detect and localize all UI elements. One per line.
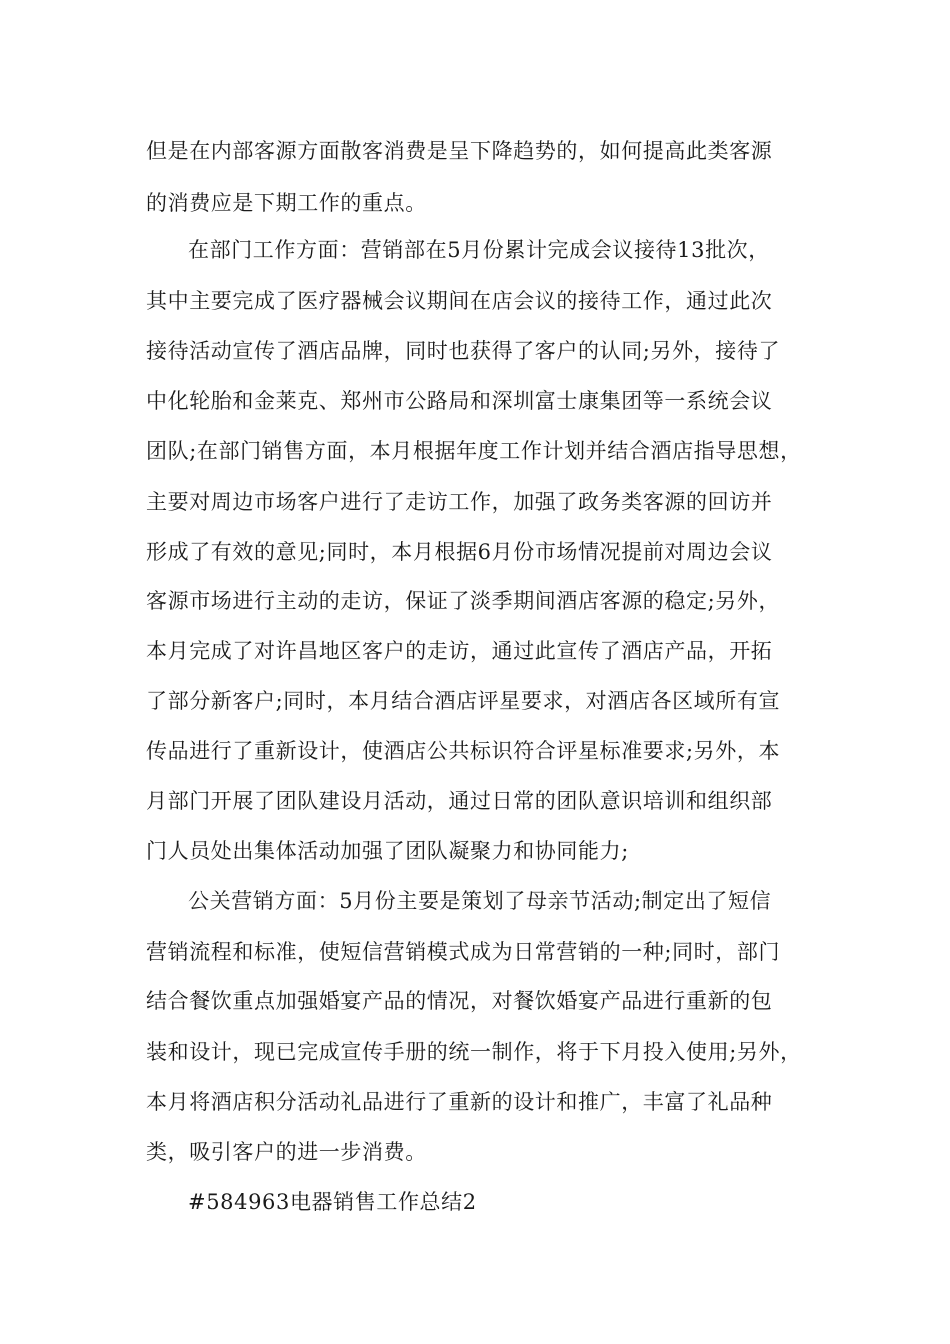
text-line: 传品进行了重新设计，使酒店公共标识符合评星标准要求;另外，本 [146, 739, 781, 763]
section-heading: #584963电器销售工作总结2 [188, 1190, 477, 1214]
paragraph-start-line: 在部门工作方面：营销部在5月份累计完成会议接待13批次， [188, 238, 770, 262]
text-line: 月部门开展了团队建设月活动，通过日常的团队意识培训和组织部 [146, 789, 773, 813]
text-line: 的消费应是下期工作的重点。 [146, 191, 427, 215]
text-line: 主要对周边市场客户进行了走访工作，加强了政务类客源的回访并 [146, 490, 773, 514]
text-line: 中化轮胎和金莱克、郑州市公路局和深圳富士康集团等一系统会议 [146, 389, 773, 413]
text-line: 其中主要完成了医疗器械会议期间在店会议的接待工作，通过此次 [146, 289, 773, 313]
text-line: 装和设计，现已完成宣传手册的统一制作，将于下月投入使用;另外， [146, 1040, 802, 1064]
text-line: 类，吸引客户的进一步消费。 [146, 1140, 427, 1164]
text-line: 本月将酒店积分活动礼品进行了重新的设计和推广，丰富了礼品种 [146, 1090, 773, 1114]
text-line: 了部分新客户;同时，本月结合酒店评星要求，对酒店各区域所有宣 [146, 689, 781, 713]
text-line: 本月完成了对许昌地区客户的走访，通过此宣传了酒店产品，开拓 [146, 639, 773, 663]
paragraph-start-line: 公关营销方面：5月份主要是策划了母亲节活动;制定出了短信 [188, 889, 772, 913]
text-line: 门人员处出集体活动加强了团队凝聚力和协同能力; [146, 839, 629, 863]
text-line: 客源市场进行主动的走访，保证了淡季期间酒店客源的稳定;另外， [146, 589, 781, 613]
text-line: 结合餐饮重点加强婚宴产品的情况，对餐饮婚宴产品进行重新的包 [146, 989, 773, 1013]
text-line: 但是在内部客源方面散客消费是呈下降趋势的，如何提高此类客源 [146, 139, 773, 163]
text-line: 接待活动宣传了酒店品牌，同时也获得了客户的认同;另外，接待了 [146, 339, 781, 363]
text-line: 形成了有效的意见;同时，本月根据6月份市场情况提前对周边会议 [146, 540, 773, 564]
text-line: 营销流程和标准，使短信营销模式成为日常营销的一种;同时，部门 [146, 940, 781, 964]
text-line: 团队;在部门销售方面，本月根据年度工作计划并结合酒店指导思想， [146, 439, 802, 463]
